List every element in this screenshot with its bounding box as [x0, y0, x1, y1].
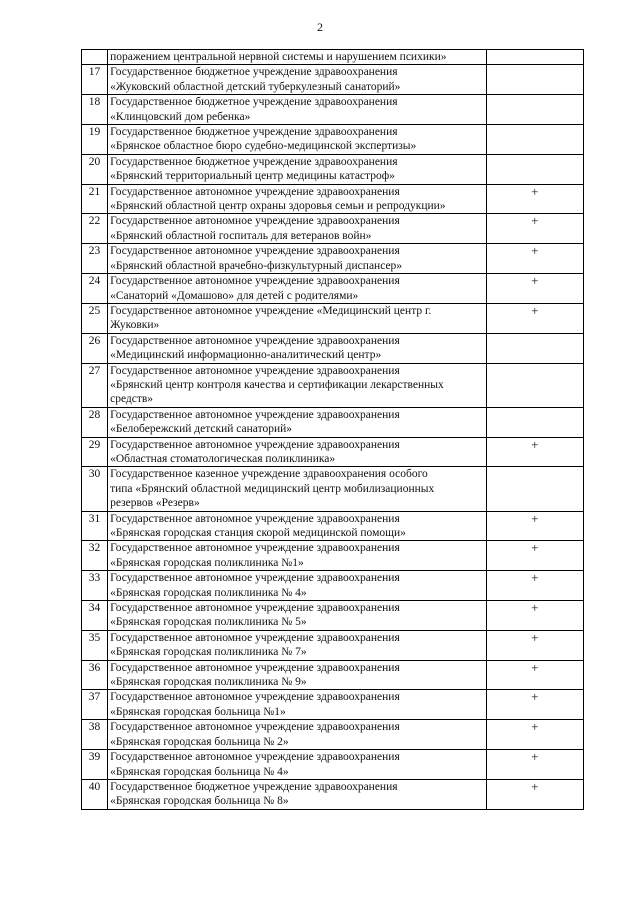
- table-row: [82, 407, 584, 437]
- row-number: 34: [82, 601, 108, 631]
- mark-cell: +: [486, 184, 583, 214]
- institution-name: [108, 660, 487, 690]
- mark-cell: +: [486, 437, 583, 467]
- mark-cell: +: [486, 750, 583, 780]
- institution-name-line: Государственное автономное учреждение здравоохранения: [110, 275, 400, 288]
- institution-name-line: «Брянская городская поликлиника № 5»: [110, 616, 307, 629]
- institution-name: [108, 184, 487, 214]
- institution-name-line: «Областная стоматологическая поликлиника»: [110, 452, 336, 465]
- row-number: 18: [82, 95, 108, 125]
- mark-cell: +: [486, 630, 583, 660]
- table-row: [82, 720, 584, 750]
- table-row: [82, 779, 584, 809]
- institution-name-line: «Брянская городская станция скорой медицинской помощи»: [110, 527, 406, 539]
- institution-name-line: «Брянский территориальный центр медицины катастроф»: [110, 170, 395, 183]
- institution-name-line: Государственное казенное учреждение здравоохранения особого: [110, 468, 428, 481]
- institution-name: [108, 720, 487, 750]
- table-row: [82, 184, 584, 214]
- institution-name: [108, 467, 487, 511]
- institution-name: [108, 95, 487, 125]
- row-number: 31: [82, 511, 108, 541]
- institution-name-line: Государственное автономное учреждение здравоохранения: [110, 438, 400, 451]
- table-row: [82, 511, 584, 541]
- page-number: 2: [317, 20, 323, 34]
- institution-name-line: Государственное автономное учреждение здравоохранения: [110, 215, 400, 228]
- institution-name-line: Государственное автономное учреждение здравоохранения: [110, 245, 400, 258]
- institution-name-line: «Брянский центр контроля качества и сертификации лекарственных: [110, 378, 444, 391]
- row-number: 20: [82, 154, 108, 184]
- mark-cell: [486, 467, 583, 511]
- row-number: 28: [82, 407, 108, 437]
- institution-name: [108, 779, 487, 809]
- mark-cell: +: [486, 571, 583, 601]
- row-number: 36: [82, 660, 108, 690]
- institution-name: [108, 511, 487, 541]
- institution-name-line: «Брянский областной центр охраны здоровья семьи и репродукции»: [110, 200, 446, 213]
- row-number: 26: [82, 333, 108, 363]
- mark-cell: [486, 95, 583, 125]
- table-row: [82, 630, 584, 660]
- row-number: 23: [82, 244, 108, 274]
- institution-name-line: «Санаторий «Домашово» для детей с родителями»: [110, 289, 359, 302]
- mark-cell: +: [486, 511, 583, 541]
- institution-name: [108, 601, 487, 631]
- institution-name-line: Государственное автономное учреждение «Медицинский центр г.: [110, 304, 432, 317]
- institution-name-line: Государственное автономное учреждение здравоохранения: [110, 721, 400, 734]
- institutions-table: [81, 49, 584, 810]
- institution-name-line: «Брянская городская больница № 2»: [110, 735, 289, 748]
- institution-name-line: поражением центральной нервной системы и нарушением психики»: [110, 51, 447, 63]
- institution-name-line: Государственное автономное учреждение здравоохранения: [110, 364, 400, 377]
- table-row: [82, 214, 584, 244]
- table-row: [82, 541, 584, 571]
- mark-cell: +: [486, 690, 583, 720]
- mark-cell: [486, 125, 583, 155]
- mark-cell: [486, 50, 583, 65]
- mark-cell: +: [486, 720, 583, 750]
- institution-name: [108, 303, 487, 333]
- institution-name: [108, 690, 487, 720]
- institution-name: [108, 437, 487, 467]
- institution-name-line: средств»: [110, 393, 154, 406]
- row-number: 21: [82, 184, 108, 214]
- mark-cell: +: [486, 660, 583, 690]
- institution-name-line: Государственное автономное учреждение здравоохранения: [110, 691, 400, 704]
- table-row: [82, 50, 584, 65]
- institution-name-line: «Брянская городская больница №1»: [110, 705, 286, 718]
- table-row: [82, 95, 584, 125]
- mark-cell: +: [486, 214, 583, 244]
- row-number: 40: [82, 779, 108, 809]
- row-number: 39: [82, 750, 108, 780]
- mark-cell: +: [486, 779, 583, 809]
- institution-name-line: «Брянская городская больница № 8»: [110, 795, 289, 808]
- row-number: 29: [82, 437, 108, 467]
- institution-name-line: Государственное бюджетное учреждение здравоохранения: [110, 155, 398, 168]
- institution-name: [108, 571, 487, 601]
- table-row: [82, 750, 584, 780]
- mark-cell: +: [486, 303, 583, 333]
- institution-name: [108, 214, 487, 244]
- table-row: [82, 244, 584, 274]
- table-row: [82, 660, 584, 690]
- row-number: 32: [82, 541, 108, 571]
- table-row: [82, 437, 584, 467]
- institution-name-line: Государственное бюджетное учреждение здравоохранения: [110, 126, 398, 139]
- table-row: [82, 125, 584, 155]
- institution-name: [108, 541, 487, 571]
- row-number: 33: [82, 571, 108, 601]
- institution-name-line: Государственное автономное учреждение здравоохранения: [110, 751, 400, 764]
- institution-name-line: Государственное автономное учреждение здравоохранения: [110, 408, 400, 421]
- mark-cell: [486, 154, 583, 184]
- row-number: [82, 50, 108, 65]
- table-row: [82, 154, 584, 184]
- mark-cell: +: [486, 244, 583, 274]
- table-row: [82, 571, 584, 601]
- mark-cell: [486, 407, 583, 437]
- mark-cell: [486, 65, 583, 95]
- institution-name-line: Государственное бюджетное учреждение здравоохранения: [110, 66, 398, 79]
- institution-name-line: Государственное бюджетное учреждение здравоохранения: [110, 780, 398, 793]
- institution-name-line: «Медицинский информационно-аналитический центр»: [110, 349, 382, 362]
- table-row: [82, 333, 584, 363]
- institution-name: [108, 274, 487, 304]
- institution-name-line: резервов «Резерв»: [110, 497, 200, 510]
- institution-name-line: Государственное автономное учреждение здравоохранения: [110, 185, 400, 198]
- institution-name-line: Государственное автономное учреждение здравоохранения: [110, 334, 400, 347]
- institution-name-line: «Белобережский детский санаторий»: [110, 423, 293, 436]
- row-number: 19: [82, 125, 108, 155]
- row-number: 22: [82, 214, 108, 244]
- institution-name-line: «Брянский областной врачебно-физкультурный диспансер»: [110, 259, 403, 272]
- row-number: 35: [82, 630, 108, 660]
- institution-name-line: «Брянская городская поликлиника № 4»: [110, 586, 307, 599]
- institution-name-line: «Клинцовский дом ребенка»: [110, 110, 251, 123]
- table-body: [82, 50, 584, 810]
- mark-cell: [486, 333, 583, 363]
- table-row: [82, 303, 584, 333]
- row-number: 37: [82, 690, 108, 720]
- institution-name-line: «Брянская городская поликлиника № 7»: [110, 646, 307, 659]
- institution-name: [108, 363, 487, 407]
- institution-name-line: Государственное автономное учреждение здравоохранения: [110, 661, 400, 674]
- institution-name-line: «Брянская городская поликлиника № 9»: [110, 676, 307, 689]
- table-row: [82, 274, 584, 304]
- table-row: [82, 690, 584, 720]
- institution-name-line: типа «Брянский областной медицинский центр мобилизационных: [110, 482, 435, 495]
- table-row: [82, 65, 584, 95]
- institution-name-line: «Брянская городская поликлиника №1»: [110, 556, 304, 569]
- row-number: 27: [82, 363, 108, 407]
- institution-name: [108, 630, 487, 660]
- institution-name: [108, 154, 487, 184]
- mark-cell: +: [486, 601, 583, 631]
- institution-name-line: Государственное бюджетное учреждение здравоохранения: [110, 96, 398, 109]
- row-number: 30: [82, 467, 108, 511]
- institution-name-line: Жуковки»: [110, 319, 160, 332]
- row-number: 38: [82, 720, 108, 750]
- institution-name-line: Государственное автономное учреждение здравоохранения: [110, 512, 400, 525]
- mark-cell: [486, 363, 583, 407]
- institution-name: [108, 244, 487, 274]
- institution-name: [108, 333, 487, 363]
- institution-name-line: Государственное автономное учреждение здравоохранения: [110, 542, 400, 555]
- institution-name-line: Государственное автономное учреждение здравоохранения: [110, 631, 400, 644]
- institution-name: [108, 407, 487, 437]
- table-row: [82, 601, 584, 631]
- table-row: [82, 467, 584, 511]
- institution-name: [108, 750, 487, 780]
- institution-name-line: Государственное автономное учреждение здравоохранения: [110, 572, 400, 585]
- institution-name-line: «Брянское областное бюро судебно-медицинской экспертизы»: [110, 140, 417, 153]
- institution-name-line: «Жуковский областной детский туберкулезный санаторий»: [110, 80, 401, 93]
- institution-name-line: Государственное автономное учреждение здравоохранения: [110, 602, 400, 615]
- table-row: [82, 363, 584, 407]
- row-number: 25: [82, 303, 108, 333]
- institution-name-line: «Брянский областной госпиталь для ветеранов войн»: [110, 229, 372, 242]
- row-number: 24: [82, 274, 108, 304]
- mark-cell: +: [486, 274, 583, 304]
- mark-cell: +: [486, 541, 583, 571]
- institution-name: [108, 50, 487, 65]
- institution-name: [108, 125, 487, 155]
- row-number: 17: [82, 65, 108, 95]
- institution-name: [108, 65, 487, 95]
- institution-name-line: «Брянская городская больница № 4»: [110, 765, 289, 778]
